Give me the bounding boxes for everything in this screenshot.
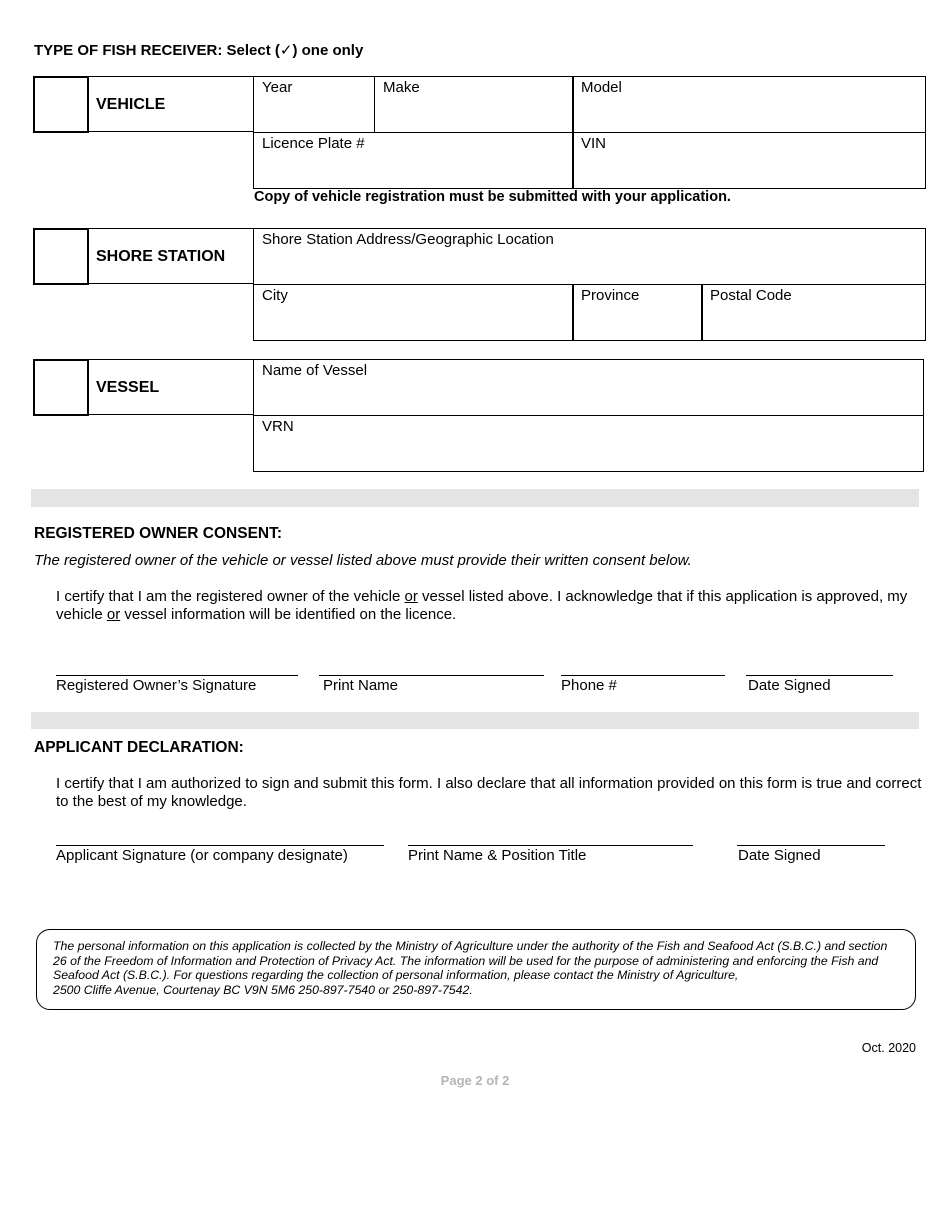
licence-plate-label: Licence Plate #: [262, 135, 365, 152]
privacy-notice-text: The personal information on this application is collected by the Ministry of Agriculture under the authority of the Fish and Seafood Act (S.B.C.) and section 26 of the Freedom of Information and Protection of Privacy Act. The information will be used for the purpose of administering and enforcing the Fish and Seafood Act (S.B.C.). For questions regarding the collection of personal information, please contact the Ministry of Agriculture,: [53, 939, 888, 983]
make-field[interactable]: [374, 76, 574, 133]
vehicle-checkbox[interactable]: [33, 76, 89, 133]
page-title: TYPE OF FISH RECEIVER: Select (✓) one only: [34, 42, 364, 59]
shore-station-label: SHORE STATION: [96, 248, 226, 265]
licence-plate-field[interactable]: [253, 132, 574, 189]
revision-date: Oct. 2020: [861, 1041, 916, 1055]
owner-signature-line[interactable]: [56, 675, 298, 676]
postal-code-label: Postal Code: [710, 287, 792, 304]
shore-station-checkbox[interactable]: [33, 228, 89, 285]
section-divider: [31, 712, 919, 729]
owner-phone-label: Phone #: [561, 677, 617, 694]
vehicle-registration-note: Copy of vehicle registration must be submitted with your application.: [254, 189, 731, 205]
applicant-print-name-label: Print Name & Position Title: [408, 847, 587, 864]
owner-date-line[interactable]: [746, 675, 893, 676]
vessel-name-label: Name of Vessel: [262, 362, 368, 379]
province-label: Province: [581, 287, 640, 304]
applicant-print-name-line[interactable]: [408, 845, 693, 846]
city-label: City: [262, 287, 288, 304]
year-label: Year: [262, 79, 293, 96]
privacy-notice: [36, 929, 916, 1010]
owner-signature-label: Registered Owner’s Signature: [56, 677, 257, 694]
declaration-heading: APPLICANT DECLARATION:: [34, 739, 244, 756]
owner-print-name-line[interactable]: [319, 675, 544, 676]
vessel-name-field[interactable]: [253, 359, 924, 416]
applicant-date-line[interactable]: [737, 845, 885, 846]
owner-phone-line[interactable]: [561, 675, 725, 676]
vrn-label: VRN: [262, 418, 294, 435]
province-field[interactable]: [572, 284, 703, 341]
vessel-checkbox[interactable]: [33, 359, 89, 416]
consent-subtitle: The registered owner of the vehicle or vessel listed above must provide their written consent below.: [34, 552, 692, 569]
applicant-date-label: Date Signed: [738, 847, 821, 864]
owner-print-name-label: Print Name: [323, 677, 399, 694]
declaration-statement: I certify that I am authorized to sign and submit this form. I also declare that all information provided on this form is true and correct to the best of my knowledge.: [56, 775, 922, 810]
privacy-notice-address: 2500 Cliffe Avenue, Courtenay BC V9N 5M6 250-897-7540 or 250-897-7542.: [53, 982, 473, 997]
shore-address-label: Shore Station Address/Geographic Location: [262, 231, 554, 248]
vehicle-label: VEHICLE: [96, 96, 166, 113]
city-field[interactable]: [253, 284, 574, 341]
consent-statement: I certify that I am the registered owner of the vehicle or vessel listed above. I acknowledge that if this application is approved, my vehicle or vessel information will be identified on the licence.: [56, 588, 908, 623]
vessel-label: VESSEL: [96, 379, 160, 396]
shore-address-field[interactable]: [253, 228, 926, 285]
page-number: Page 2 of 2: [440, 1073, 510, 1088]
owner-date-label: Date Signed: [748, 677, 831, 694]
vin-field[interactable]: [572, 132, 926, 189]
vin-label: VIN: [581, 135, 607, 152]
section-divider: [31, 489, 919, 507]
postal-code-field[interactable]: [701, 284, 926, 341]
consent-heading: REGISTERED OWNER CONSENT:: [34, 525, 283, 542]
applicant-signature-label: Applicant Signature (or company designate): [56, 847, 348, 864]
year-field[interactable]: [253, 76, 375, 133]
model-label: Model: [581, 79, 622, 96]
model-field[interactable]: [572, 76, 926, 133]
make-label: Make: [383, 79, 420, 96]
vrn-field[interactable]: [253, 415, 924, 472]
applicant-signature-line[interactable]: [56, 845, 384, 846]
